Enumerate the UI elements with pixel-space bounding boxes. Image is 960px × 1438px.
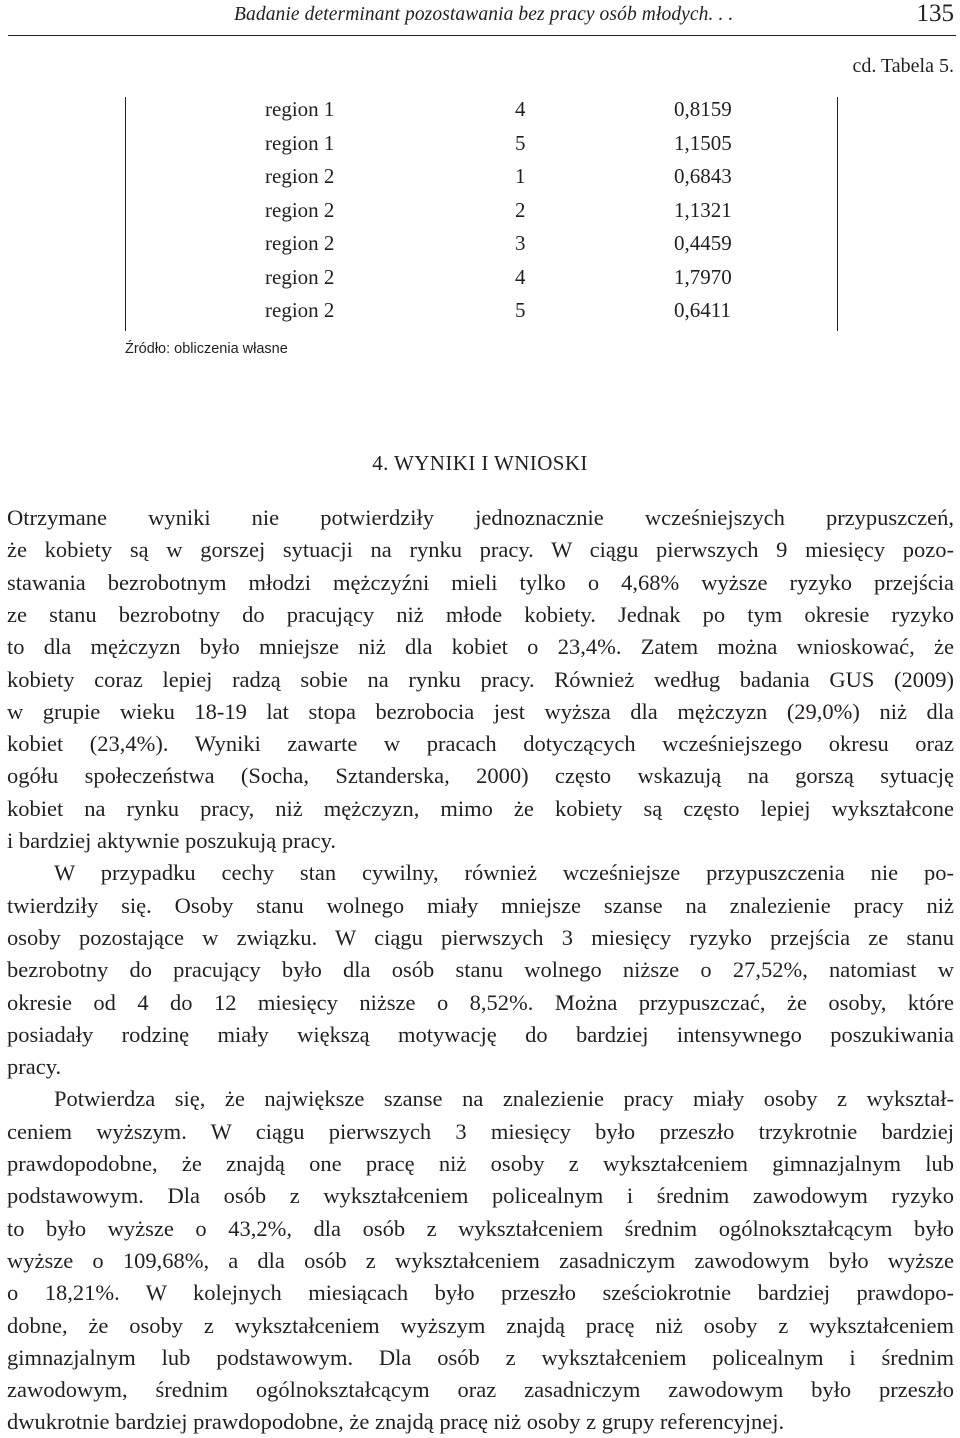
month-cell: 3 bbox=[515, 231, 526, 255]
header-rule bbox=[8, 35, 956, 36]
value-cell: 1,7970 bbox=[674, 264, 732, 289]
text-line: zawodowym, średnim ogólnokształcącym oraz zasadniczym zawodowym było przeszło bbox=[7, 1377, 954, 1403]
table-source-note: Źródło: obliczenia własne bbox=[125, 341, 288, 357]
text-line: twierdziły się. Osoby stanu wolnego miały mniejsze szanse na znalezienie pracy niż bbox=[7, 892, 954, 918]
running-header bbox=[0, 0, 960, 38]
table-row bbox=[126, 164, 837, 198]
text-line: posiadały rodzinę miały większą motywację do bardziej intensywnego poszukiwania bbox=[7, 1021, 954, 1047]
value-cell: 0,8159 bbox=[674, 97, 732, 121]
text-line: ogółu społeczeństwa (Socha, Sztanderska, 2000) często wskazują na gorszą sytuację bbox=[7, 763, 954, 789]
running-title: Badanie determinant pozostawania bez pracy osób młodych. . . bbox=[234, 4, 734, 25]
region-cell: region 1 bbox=[265, 97, 335, 121]
text-line: że kobiety są w gorszej sytuacji na rynku pracy. W ciągu pierwszych 9 miesięcy pozo- bbox=[7, 537, 954, 563]
text-line: to dla mężczyzn było mniejsze niż dla kobiet o 23,4%. Zatem można wnioskować, że bbox=[7, 634, 954, 660]
month-cell: 5 bbox=[515, 130, 526, 155]
text-line: ze stanu bezrobotny do pracujący niż młode kobiety. Jednak po tym okresie ryzyko bbox=[7, 601, 954, 627]
text-line: pracy. bbox=[7, 1054, 62, 1080]
page-number: 135 bbox=[916, 0, 954, 27]
table-row bbox=[126, 131, 837, 165]
month-cell: 4 bbox=[515, 97, 526, 121]
text-line: kobiet na rynku pracy, niż mężczyzn, mimo że kobiety są często lepiej wykształcone bbox=[7, 795, 954, 821]
table-row bbox=[126, 97, 837, 131]
value-cell: 1,1505 bbox=[674, 130, 732, 155]
month-cell: 4 bbox=[515, 264, 526, 289]
text-line: dwukrotnie bardziej prawdopodobne, że znajdą pracę niż osoby z grupy referencyjnej. bbox=[7, 1409, 785, 1435]
region-cell: region 2 bbox=[265, 298, 335, 322]
table-row bbox=[126, 265, 837, 299]
month-cell: 2 bbox=[515, 197, 526, 222]
region-cell: region 2 bbox=[265, 231, 335, 255]
text-line: stawania bezrobotnym młodzi mężczyźni mieli tylko o 4,68% wyższe ryzyko przejścia bbox=[7, 569, 954, 595]
text-line: dobne, że osoby z wykształceniem wyższym znajdą pracę niż osoby z wykształceniem bbox=[7, 1312, 954, 1338]
text-line: wyższe o 109,68%, a dla osób z wykształceniem zasadniczym zawodowym było wyższe bbox=[7, 1247, 954, 1273]
table-row bbox=[126, 231, 837, 265]
text-line: kobiety coraz lepiej radzą sobie na rynku pracy. Również według badania GUS (2009) bbox=[7, 666, 954, 692]
text-line: Otrzymane wyniki nie potwierdziły jednoznacznie wcześniejszych przypuszczeń, bbox=[7, 505, 954, 530]
text-line: bezrobotny do pracujący było dla osób stanu wolnego niższe o 27,52%, natomiast w bbox=[7, 957, 954, 983]
value-cell: 0,6411 bbox=[674, 298, 731, 322]
value-cell: 0,4459 bbox=[674, 231, 732, 255]
region-cell: region 1 bbox=[265, 130, 335, 155]
region-cell: region 2 bbox=[265, 197, 335, 222]
table-row bbox=[126, 198, 837, 232]
text-line: w grupie wieku 18-19 lat stopa bezrobocia jest wyższa dla mężczyzn (29,0%) niż dla bbox=[7, 698, 954, 724]
value-cell: 1,1321 bbox=[674, 197, 732, 222]
text-line: gimnazjalnym lub podstawowym. Dla osób z wykształceniem policealnym i średnim bbox=[7, 1344, 954, 1370]
text-line: osoby pozostające w związku. W ciągu pierwszych 3 miesięcy ryzyko przejścia ze stanu bbox=[7, 924, 954, 950]
text-line: o 18,21%. W kolejnych miesiącach było przeszło sześciokrotnie bardziej prawdopo- bbox=[7, 1280, 954, 1306]
month-cell: 1 bbox=[515, 164, 526, 188]
region-cell: region 2 bbox=[265, 164, 335, 188]
results-table bbox=[125, 97, 838, 331]
month-cell: 5 bbox=[515, 298, 526, 322]
text-line: ceniem wyższym. W ciągu pierwszych 3 miesięcy było przeszło trzykrotnie bardziej bbox=[7, 1118, 954, 1144]
value-cell: 0,6843 bbox=[674, 164, 732, 188]
section-heading: 4. WYNIKI I WNIOSKI bbox=[372, 451, 588, 475]
text-line: to było wyższe o 43,2%, dla osób z wykształceniem średnim ogólnokształcącym było bbox=[7, 1215, 954, 1241]
region-cell: region 2 bbox=[265, 264, 335, 289]
text-line: prawdopodobne, że znajdą one pracę niż osoby z wykształceniem gimnazjalnym lub bbox=[7, 1151, 954, 1176]
text-line: Potwierdza się, że największe szanse na znalezienie pracy miały osoby z wykształ- bbox=[54, 1086, 954, 1112]
table-row bbox=[126, 298, 837, 332]
text-line: okresie od 4 do 12 miesięcy niższe o 8,52%. Można przypuszczać, że osoby, które bbox=[7, 989, 954, 1015]
text-line: podstawowym. Dla osób z wykształceniem policealnym i średnim zawodowym ryzyko bbox=[7, 1183, 954, 1209]
text-line: kobiet (23,4%). Wyniki zawarte w pracach dotyczących wcześniejszego okresu oraz bbox=[7, 731, 954, 757]
table-caption: cd. Tabela 5. bbox=[852, 55, 954, 77]
text-line: W przypadku cechy stan cywilny, również wcześniejsze przypuszczenia nie po- bbox=[54, 860, 954, 886]
text-line: i bardziej aktywnie poszukują pracy. bbox=[7, 828, 337, 853]
